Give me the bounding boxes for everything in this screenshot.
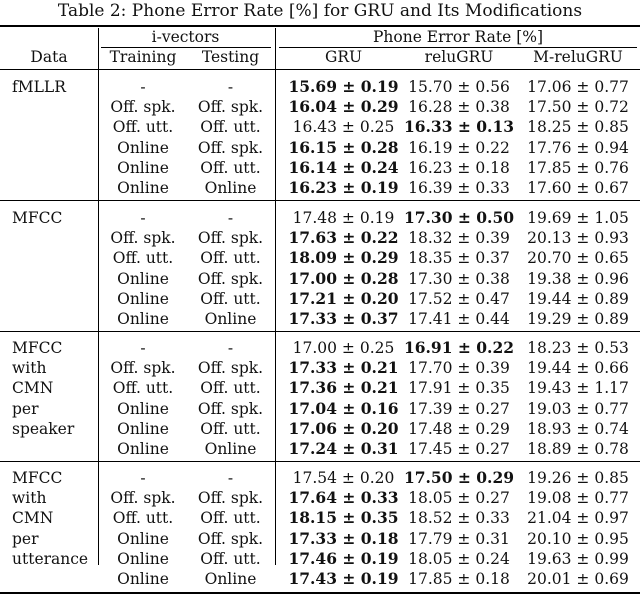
cell-train: Online bbox=[117, 138, 169, 157]
cell-test: Online bbox=[204, 310, 257, 328]
cell-test: Off. spk. bbox=[197, 138, 264, 157]
cell-gru: 17.06 ± 0.20 bbox=[288, 418, 399, 438]
data-label: with bbox=[12, 489, 47, 508]
cell-relu: 16.33 ± 0.13 bbox=[403, 117, 515, 137]
cell-mrelu: 19.03 ± 0.77 bbox=[527, 399, 629, 418]
header-testing: Testing bbox=[201, 48, 260, 66]
cell-mrelu: 19.29 ± 0.89 bbox=[527, 310, 629, 328]
cell-test: Off. utt. bbox=[200, 158, 261, 177]
cell-test: Online bbox=[204, 440, 257, 458]
cell-relu: 17.30 ± 0.38 bbox=[408, 269, 510, 288]
cell-train: Off. spk. bbox=[110, 359, 176, 378]
cell-gru: 17.00 ± 0.25 bbox=[292, 339, 395, 357]
data-label: MFCC bbox=[12, 209, 63, 227]
cell-gru: 17.43 ± 0.19 bbox=[288, 569, 399, 588]
cell-mrelu: 18.25 ± 0.85 bbox=[527, 118, 629, 137]
cell-mrelu: 19.38 ± 0.96 bbox=[527, 269, 629, 288]
cell-mrelu: 17.06 ± 0.77 bbox=[527, 78, 629, 96]
cell-gru: 17.04 ± 0.16 bbox=[288, 398, 399, 418]
cell-train: Online bbox=[117, 399, 169, 418]
cell-relu: 18.35 ± 0.37 bbox=[408, 249, 510, 268]
cell-test: Online bbox=[204, 570, 257, 588]
group-separator bbox=[0, 331, 640, 332]
cell-train: - bbox=[140, 469, 146, 487]
header-rule bbox=[0, 69, 640, 70]
header-training: Training bbox=[109, 48, 177, 66]
cell-relu: 17.70 ± 0.39 bbox=[408, 359, 510, 378]
cell-train: Online bbox=[117, 310, 169, 328]
cell-mrelu: 19.43 ± 1.17 bbox=[527, 379, 629, 398]
cell-relu: 16.39 ± 0.33 bbox=[408, 179, 510, 197]
cell-test: Off. utt. bbox=[200, 419, 261, 438]
header-per-group: Phone Error Rate [%] bbox=[372, 28, 544, 46]
cell-train: Off. spk. bbox=[110, 98, 176, 117]
header-gru: GRU bbox=[324, 48, 363, 66]
cell-gru: 17.63 ± 0.22 bbox=[288, 228, 399, 248]
cell-relu: 17.52 ± 0.47 bbox=[408, 289, 510, 308]
group-separator bbox=[0, 200, 640, 201]
cell-relu: 17.39 ± 0.27 bbox=[408, 399, 510, 418]
cell-train: Online bbox=[117, 289, 169, 308]
cell-test: Off. utt. bbox=[200, 118, 261, 137]
header-data: Data bbox=[30, 48, 68, 66]
cell-mrelu: 19.44 ± 0.66 bbox=[527, 359, 629, 378]
cell-test: Off. utt. bbox=[200, 379, 261, 398]
cell-train: Online bbox=[117, 419, 169, 438]
cell-test: Off. spk. bbox=[197, 359, 264, 378]
cell-gru: 15.69 ± 0.19 bbox=[288, 77, 399, 96]
cell-gru: 17.54 ± 0.20 bbox=[292, 469, 395, 487]
column-divider bbox=[98, 28, 99, 565]
cell-mrelu: 20.70 ± 0.65 bbox=[527, 249, 629, 268]
cell-relu: 17.79 ± 0.31 bbox=[408, 529, 510, 548]
cell-train: Off. spk. bbox=[110, 489, 176, 508]
table-caption: Table 2: Phone Error Rate [%] for GRU and Its Modifications bbox=[57, 1, 583, 21]
cell-mrelu: 19.44 ± 0.89 bbox=[527, 289, 629, 308]
cell-train: - bbox=[140, 209, 146, 227]
cell-test: - bbox=[227, 469, 234, 487]
cell-test: Off. utt. bbox=[200, 549, 261, 568]
cell-relu: 17.91 ± 0.35 bbox=[408, 379, 510, 398]
cell-train: Online bbox=[117, 549, 169, 568]
cell-train: Off. utt. bbox=[112, 118, 174, 137]
cell-test: - bbox=[227, 78, 234, 96]
group-separator bbox=[0, 461, 640, 462]
cell-test: Off. spk. bbox=[197, 229, 264, 248]
cell-gru: 17.00 ± 0.28 bbox=[288, 268, 399, 288]
cell-gru: 17.21 ± 0.20 bbox=[288, 288, 399, 308]
header-mrelugru: M-reluGRU bbox=[533, 48, 623, 66]
cell-mrelu: 17.60 ± 0.67 bbox=[527, 179, 629, 197]
cell-relu: 17.30 ± 0.50 bbox=[403, 208, 515, 227]
cell-relu: 18.05 ± 0.24 bbox=[408, 549, 510, 568]
cell-mrelu: 18.93 ± 0.74 bbox=[527, 419, 629, 438]
cell-mrelu: 19.69 ± 1.05 bbox=[527, 209, 629, 227]
data-label: speaker bbox=[12, 419, 75, 438]
cell-train: Online bbox=[117, 529, 169, 548]
cell-gru: 16.04 ± 0.29 bbox=[288, 97, 399, 117]
cell-relu: 16.91 ± 0.22 bbox=[403, 338, 515, 357]
data-label: per bbox=[12, 399, 39, 418]
data-label: per bbox=[12, 529, 39, 548]
cell-test: Off. utt. bbox=[200, 509, 261, 528]
cell-gru: 18.09 ± 0.29 bbox=[288, 248, 399, 268]
cell-gru: 17.64 ± 0.33 bbox=[288, 488, 399, 508]
data-label: MFCC bbox=[12, 469, 63, 487]
bottom-rule bbox=[0, 592, 640, 594]
data-label: fMLLR bbox=[12, 78, 66, 96]
cell-relu: 16.23 ± 0.18 bbox=[408, 158, 510, 177]
cell-mrelu: 19.08 ± 0.77 bbox=[527, 489, 629, 508]
cell-mrelu: 18.89 ± 0.78 bbox=[527, 440, 629, 458]
cell-train: Online bbox=[117, 570, 169, 588]
cell-mrelu: 17.76 ± 0.94 bbox=[527, 138, 629, 157]
cell-mrelu: 17.50 ± 0.72 bbox=[527, 98, 629, 117]
cell-test: Off. utt. bbox=[200, 289, 261, 308]
cell-train: Off. utt. bbox=[112, 509, 174, 528]
data-label: MFCC bbox=[12, 339, 63, 357]
cell-gru: 17.48 ± 0.19 bbox=[292, 209, 395, 227]
cell-mrelu: 20.13 ± 0.93 bbox=[527, 229, 629, 248]
cell-test: Off. spk. bbox=[197, 489, 264, 508]
cell-train: Off. utt. bbox=[112, 379, 174, 398]
cell-relu: 17.50 ± 0.29 bbox=[403, 468, 515, 487]
cell-train: - bbox=[140, 339, 146, 357]
cell-relu: 16.19 ± 0.22 bbox=[408, 138, 510, 157]
data-label: with bbox=[12, 359, 47, 378]
cell-relu: 18.32 ± 0.39 bbox=[408, 229, 510, 248]
data-label: utterance bbox=[12, 549, 89, 568]
cell-gru: 17.33 ± 0.21 bbox=[288, 358, 399, 378]
cell-train: Online bbox=[117, 158, 169, 177]
cell-relu: 16.28 ± 0.38 bbox=[408, 98, 510, 117]
data-label: CMN bbox=[12, 379, 54, 398]
cell-relu: 17.48 ± 0.29 bbox=[408, 419, 510, 438]
cell-train: Online bbox=[117, 269, 169, 288]
cell-test: - bbox=[227, 339, 234, 357]
cell-test: Off. spk. bbox=[197, 529, 264, 548]
cell-gru: 17.33 ± 0.37 bbox=[288, 309, 399, 328]
cell-gru: 16.43 ± 0.25 bbox=[292, 118, 395, 137]
cell-test: Off. spk. bbox=[197, 98, 264, 117]
header-relugru: reluGRU bbox=[424, 48, 494, 66]
cell-test: - bbox=[227, 209, 234, 227]
cell-relu: 17.85 ± 0.18 bbox=[408, 570, 510, 588]
cell-test: Off. utt. bbox=[200, 249, 261, 268]
cell-train: - bbox=[140, 78, 146, 96]
cell-mrelu: 19.26 ± 0.85 bbox=[527, 469, 629, 487]
cell-gru: 16.15 ± 0.28 bbox=[288, 137, 399, 157]
cell-mrelu: 19.63 ± 0.99 bbox=[527, 549, 629, 568]
cell-mrelu: 17.85 ± 0.76 bbox=[527, 158, 629, 177]
cell-relu: 17.45 ± 0.27 bbox=[408, 440, 510, 458]
cell-relu: 18.52 ± 0.33 bbox=[408, 509, 510, 528]
cell-mrelu: 20.10 ± 0.95 bbox=[527, 529, 629, 548]
cell-gru: 16.14 ± 0.24 bbox=[288, 157, 399, 177]
cell-relu: 15.70 ± 0.56 bbox=[408, 78, 510, 96]
cell-gru: 18.15 ± 0.35 bbox=[288, 508, 399, 528]
cell-mrelu: 18.23 ± 0.53 bbox=[527, 339, 629, 357]
cell-gru: 17.46 ± 0.19 bbox=[288, 548, 399, 568]
cell-train: Off. spk. bbox=[110, 229, 176, 248]
column-divider bbox=[275, 28, 276, 565]
cell-mrelu: 20.01 ± 0.69 bbox=[527, 570, 629, 588]
cell-gru: 16.23 ± 0.19 bbox=[288, 178, 399, 197]
cell-gru: 17.33 ± 0.18 bbox=[288, 528, 399, 548]
cell-test: Online bbox=[204, 179, 257, 197]
cell-test: Off. spk. bbox=[197, 399, 264, 418]
cell-gru: 17.36 ± 0.21 bbox=[288, 378, 399, 398]
cell-train: Online bbox=[117, 440, 169, 458]
cell-train: Online bbox=[117, 179, 169, 197]
data-label: CMN bbox=[12, 509, 54, 528]
cell-test: Off. spk. bbox=[197, 269, 264, 288]
cell-train: Off. utt. bbox=[112, 249, 174, 268]
cell-mrelu: 21.04 ± 0.97 bbox=[527, 509, 629, 528]
cell-relu: 18.05 ± 0.27 bbox=[408, 489, 510, 508]
cell-gru: 17.24 ± 0.31 bbox=[288, 439, 399, 458]
cell-relu: 17.41 ± 0.44 bbox=[408, 310, 510, 328]
header-ivectors: i-vectors bbox=[151, 28, 220, 46]
